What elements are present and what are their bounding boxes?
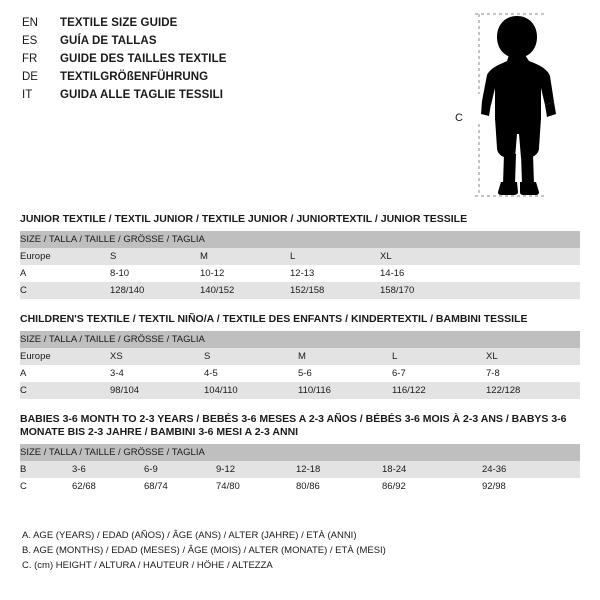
legend-line-b: B. AGE (MONTHS) / EDAD (MESES) / ÂGE (MOIS) / ALTER (MONATE) / ETÀ (MESI) [22, 545, 386, 556]
cell: S [110, 248, 200, 265]
table-header-row [20, 231, 580, 248]
table-childrens-textile [20, 331, 580, 399]
language-row-es [22, 32, 442, 50]
table-row [20, 282, 580, 299]
cell: M [200, 248, 290, 265]
cell: 74/80 [216, 478, 296, 495]
cell: 110/116 [298, 382, 392, 399]
cell: 140/152 [200, 282, 290, 299]
cell: XS [110, 348, 204, 365]
cell: 3-4 [110, 365, 204, 382]
cell: 14-16 [380, 265, 470, 282]
cell: XL [380, 248, 470, 265]
legend-footer [22, 528, 582, 573]
table-row [20, 365, 580, 382]
section-title-junior: JUNIOR TEXTILE / TEXTIL JUNIOR / TEXTILE JUNIOR / JUNIORTEXTIL / JUNIOR TESSILE [20, 213, 468, 225]
cell-empty [470, 248, 580, 265]
cell: XL [486, 348, 580, 365]
table-row [20, 348, 580, 365]
cell: 152/158 [290, 282, 380, 299]
cell: 98/104 [110, 382, 204, 399]
language-title-it: GUIDA ALLE TAGLIE TESSILI [60, 89, 224, 101]
language-code-it: IT [22, 89, 33, 101]
child-silhouette [481, 16, 556, 195]
cell: 12-18 [296, 461, 382, 478]
section-title-children: CHILDREN'S TEXTILE / TEXTIL NIÑO/A / TEXTILE DES ENFANTS / KINDERTEXTIL / BAMBINI TESSILE [20, 313, 528, 325]
table-row [20, 461, 580, 478]
cell: M [298, 348, 392, 365]
cell: 24-36 [482, 461, 580, 478]
language-code-en: EN [22, 17, 38, 29]
row-label: A [20, 365, 110, 382]
section-childrens-textile [20, 313, 580, 399]
cell: 158/170 [380, 282, 470, 299]
language-row-de [22, 68, 442, 86]
size-header-label: SIZE / TALLA / TAILLE / GRÖSSE / TAGLIA [20, 331, 580, 348]
cell: 68/74 [144, 478, 216, 495]
table-header-row [20, 331, 580, 348]
legend-line-c: C. (cm) HEIGHT / ALTURA / HAUTEUR / HÖHE / ALTEZZA [22, 560, 273, 571]
section-title-babies: BABIES 3-6 MONTH TO 2-3 YEARS / BEBÉS 3-6 MESES A 2-3 AÑOS / BÉBÉS 3-6 MOIS À 2-3 ANS / BABYS 3-6 MONATE BIS 2-3 JAHRE / BAMBINI 3-6 MESI A 2-3 ANNI [20, 413, 567, 438]
language-title-es: GUÍA DE TALLAS [60, 35, 157, 47]
cell: 128/140 [110, 282, 200, 299]
cell: 6-7 [392, 365, 486, 382]
cell: L [392, 348, 486, 365]
cell: 10-12 [200, 265, 290, 282]
table-junior-textile [20, 231, 580, 299]
row-label: C [20, 478, 72, 495]
row-label: C [20, 382, 110, 399]
section-junior-textile [20, 213, 580, 299]
cell: 92/98 [482, 478, 580, 495]
cell: 122/128 [486, 382, 580, 399]
cell: 9-12 [216, 461, 296, 478]
toddler-figure [455, 8, 590, 203]
cell: L [290, 248, 380, 265]
language-row-en [22, 14, 442, 32]
row-label: B [20, 461, 72, 478]
language-title-en: TEXTILE SIZE GUIDE [60, 17, 178, 29]
cell-empty [470, 265, 580, 282]
cell: S [204, 348, 298, 365]
cell: 5-6 [298, 365, 392, 382]
row-label: A [20, 265, 110, 282]
cell: 12-13 [290, 265, 380, 282]
language-title-fr: GUIDE DES TAILLES TEXTILE [60, 53, 227, 65]
table-row [20, 478, 580, 495]
section-babies-textile [20, 413, 580, 495]
language-title-de: TEXTILGRÖßENFÜHRUNG [60, 71, 209, 83]
table-row [20, 265, 580, 282]
cell: 7-8 [486, 365, 580, 382]
table-header-row [20, 444, 580, 461]
cell-empty [470, 282, 580, 299]
cell: 3-6 [72, 461, 144, 478]
table-row [20, 248, 580, 265]
legend-line-a: A. AGE (YEARS) / EDAD (AÑOS) / ÂGE (ANS) / ALTER (JAHRE) / ETÀ (ANNI) [22, 530, 357, 541]
cell: 6-9 [144, 461, 216, 478]
cell: 116/122 [392, 382, 486, 399]
language-row-it [22, 86, 442, 104]
language-code-de: DE [22, 71, 38, 83]
row-label: Europe [20, 348, 110, 365]
language-code-es: ES [22, 35, 38, 47]
cell: 86/92 [382, 478, 482, 495]
size-header-label: SIZE / TALLA / TAILLE / GRÖSSE / TAGLIA [20, 444, 580, 461]
cell: 104/110 [204, 382, 298, 399]
row-label: Europe [20, 248, 110, 265]
language-code-fr: FR [22, 53, 38, 65]
size-header-label: SIZE / TALLA / TAILLE / GRÖSSE / TAGLIA [20, 231, 580, 248]
row-label: C [20, 282, 110, 299]
cell: 62/68 [72, 478, 144, 495]
cell: 80/86 [296, 478, 382, 495]
cell: 4-5 [204, 365, 298, 382]
table-row [20, 382, 580, 399]
language-header [22, 14, 442, 104]
cell: 18-24 [382, 461, 482, 478]
language-row-fr [22, 50, 442, 68]
cell: 8-10 [110, 265, 200, 282]
height-marker-label: C [455, 112, 463, 124]
table-babies-textile [20, 444, 580, 495]
